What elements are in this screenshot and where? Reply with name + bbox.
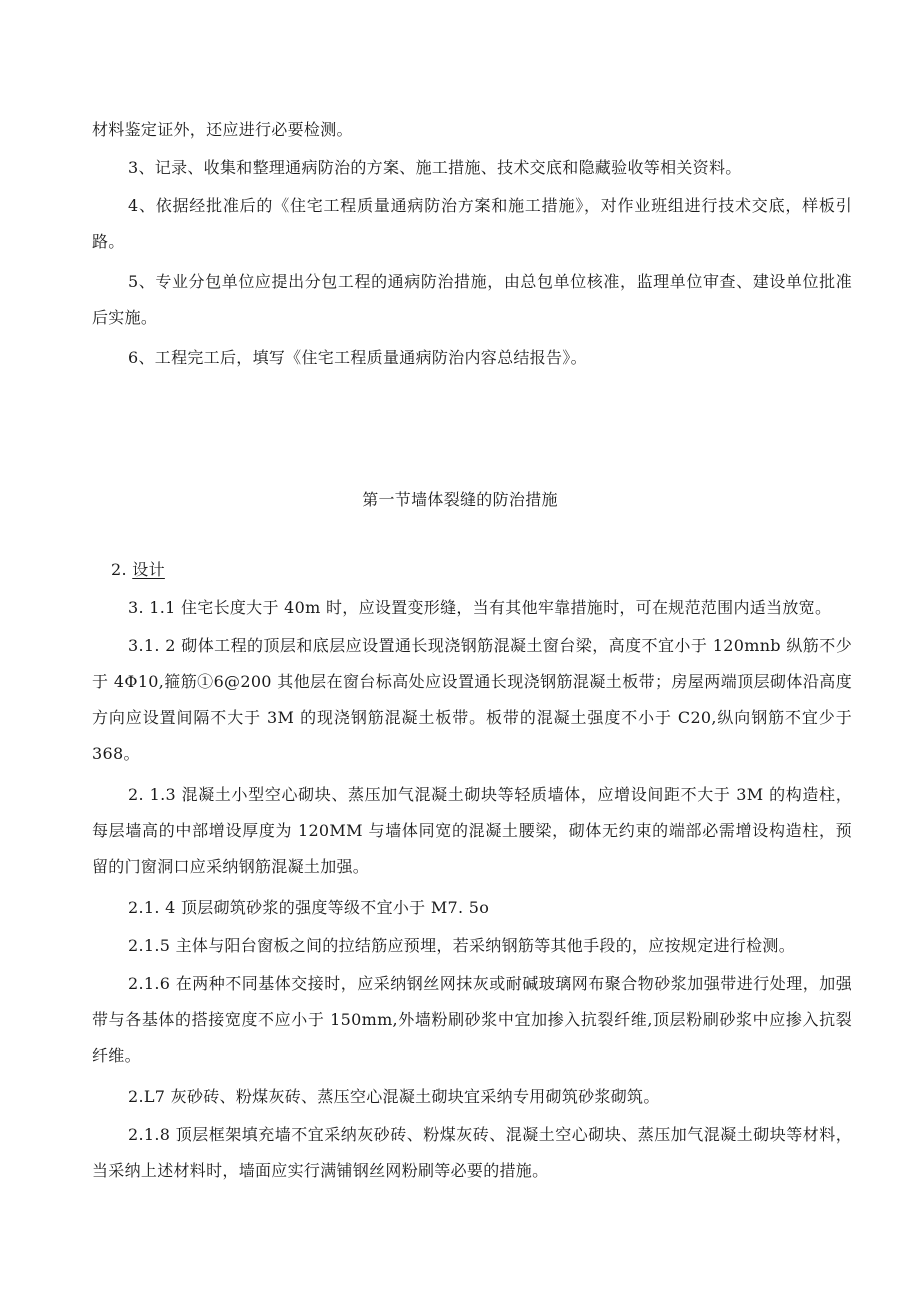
design-heading-text: 设计 (132, 560, 165, 579)
clause-2-1-5: 2.1.5 主体与阳台窗板之间的拉结筋应预埋，若采纳钢筋等其他手段的，应按规定进行检测。 (128, 936, 795, 955)
paragraph-item-6: 6、工程完工后，填写《住宅工程质量通病防治内容总结报告》。 (128, 348, 587, 367)
design-heading-number: 2. (111, 560, 133, 579)
paragraph-item-4: 4、依据经批准后的《住宅工程质量通病防治方案和施工措施》，对作业班组进行技术交底，样板引路。 (92, 196, 852, 251)
clause-3-1-1: 3. 1.1 住宅长度大于 40m 时，应设置变形缝，当有其他牢靠措施时，可在规范范围内适当放宽。 (128, 598, 832, 617)
section-title: 第一节墙体裂缝的防治措施 (362, 490, 558, 509)
clause-2-1-6: 2.1.6 在两种不同基体交接时，应采纳钢丝网抹灰或耐碱玻璃网布聚合物砂浆加强带进行处理，加强带与各基体的搭接宽度不应小于 150mm,外墙粉刷砂浆中宜加掺入抗裂纤维,顶层粉刷砂浆中应掺入抗裂纤维。 (92, 974, 852, 1065)
paragraph-item-5: 5、专业分包单位应提出分包工程的通病防治措施，由总包单位核准，监理单位审查、建设单位批准后实施。 (92, 272, 852, 327)
clause-2-1-4: 2.1. 4 顶层砌筑砂浆的强度等级不宜小于 M7. 5o (128, 898, 490, 917)
clause-2-1-3: 2. 1.3 混凝土小型空心砌块、蒸压加气混凝土砌块等轻质墙体，应增设间距不大于 3M 的构造柱，每层墙高的中部增设厚度为 120MM 与墙体同宽的混凝土腰梁，砌体无约束的端部必需增设构造柱，预留的门窗洞口应采纳钢筋混凝土加强。 (92, 785, 852, 876)
clause-3-1-2: 3.1. 2 砌体工程的顶层和底层应设置通长现浇钢筋混凝土窗台梁，高度不宜小于 120mnb 纵筋不少于 4Φ10,箍筋①6@200 其他层在窗台标高处应设置通长现浇钢筋混凝土板带；房屋两端顶层砌体沿高度方向应设置间隔不大于 3M 的现浇钢筋混凝土板带。板带的混凝土强度不小于 C20,纵向钢筋不宜少于 368。 (92, 636, 852, 763)
clause-2-1-8: 2.1.8 顶层框架填充墙不宜采纳灰砂砖、粉煤灰砖、混凝土空心砌块、蒸压加气混凝土砌块等材料，当采纳上述材料时，墙面应实行满铺钢丝网粉刷等必要的措施。 (92, 1125, 852, 1180)
paragraph-continuation: 材料鉴定证外，还应进行必要检测。 (92, 120, 353, 139)
paragraph-item-3: 3、记录、收集和整理通病防治的方案、施工措施、技术交底和隐藏验收等相关资料。 (128, 158, 742, 177)
clause-2-1-7: 2.L7 灰砂砖、粉煤灰砖、蒸压空心混凝土砌块宜采纳专用砌筑砂浆砌筑。 (128, 1087, 660, 1106)
design-heading (111, 552, 852, 588)
